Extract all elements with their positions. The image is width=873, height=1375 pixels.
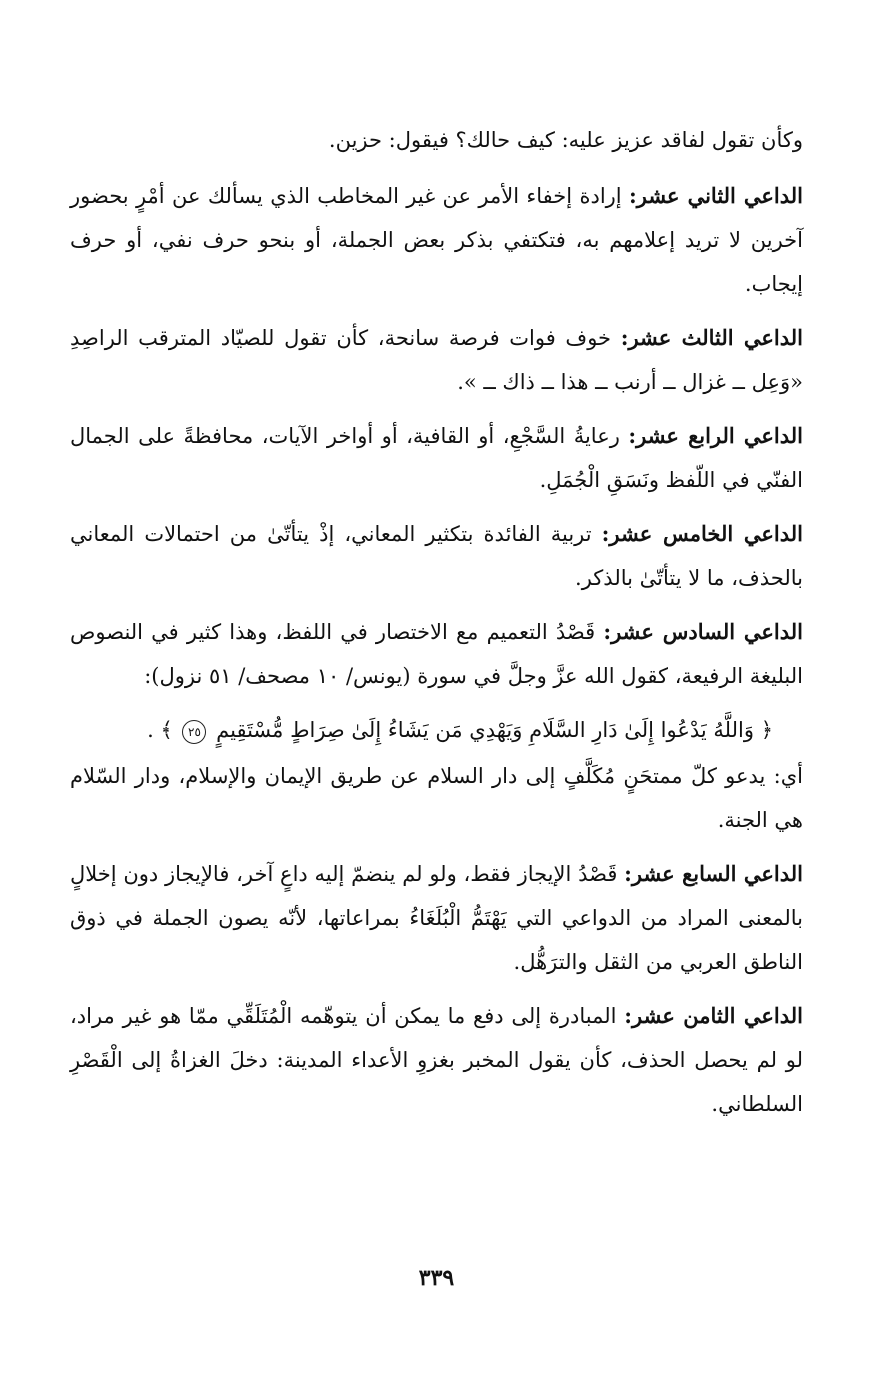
verse-open-bracket: ﴿ [760,718,773,742]
ayah-number-marker: ٢٥ [182,720,206,744]
paragraph-motive-13 [70,316,803,404]
paragraph-intro [70,118,803,162]
verse-text: وَاللَّهُ يَدْعُوا إِلَىٰ دَارِ السَّلَامِ وَيَهْدِي مَن يَشَاءُ إِلَىٰ صِرَاطٍ مُّسْتَقِيمٍ [216,718,754,742]
paragraph-motive-18 [70,994,803,1126]
paragraph-motive-15 [70,512,803,600]
paragraph-motive-14 [70,414,803,502]
paragraph-motive-16 [70,610,803,698]
paragraph-body: إرادة إخفاء الأمر عن غير المخاطب الذي يسألك عن أمْرٍ بحضور آخرين لا تريد إعلامهم به، فتكتفي بذكر بعض الجملة، أو بنحو حرف نفي، أو حرف إيجاب. [70,184,803,296]
paragraph-motive-17 [70,852,803,984]
motive-heading: الداعي السابع عشر: [624,861,803,886]
paragraph-body: رعايةُ السَّجْعِ، أو القافية، أو أواخر الآيات، محافظةً على الجمال الفنّي في اللّفظ ونَسَقِ الْجُمَلِ. [70,424,803,492]
quran-verse [70,708,803,752]
paragraph-verse-explanation [70,754,803,842]
motive-heading: الداعي الرابع عشر: [628,423,803,448]
motive-heading: الداعي الخامس عشر: [601,521,804,546]
motive-heading: الداعي الثالث عشر: [620,325,803,350]
motive-heading: الداعي الثاني عشر: [628,183,803,208]
paragraph-body: وكأن تقول لفاقد عزيز عليه: كيف حالك؟ فيقول: حزين. [328,128,803,152]
paragraph-body: تربية الفائدة بتكثير المعاني، إذْ يتأتّىٰ من احتمالات المعاني بالحذف، ما لا يتأتّىٰ بالذكر. [70,522,803,590]
motive-heading: الداعي الثامن عشر: [624,1003,803,1028]
paragraph-body: قَصْدُ التعميم مع الاختصار في اللفظ، وهذا كثير في النصوص البليغة الرفيعة، كقول الله عزَّ وجلَّ في سورة (يونس/ ١٠ مصحف/ ٥١ نزول): [70,620,803,688]
motive-heading: الداعي السادس عشر: [603,619,804,644]
paragraph-body: قَصْدُ الإيجاز فقط، ولو لم ينضمّ إليه داعٍ آخر، فالإيجاز دون إخلالٍ بالمعنى المراد من الدواعي التي يَهْتَمُّ الْبُلَغَاءُ بمراعاتها، لأنّه يصون الجملة في ذوق الناطق العربي من الثقل والترَهُّل. [70,862,803,974]
paragraph-motive-12 [70,174,803,306]
paragraph-body: أي: يدعو كلّ ممتحَنٍ مُكَلَّفٍ إلى دار السلام عن طريق الإيمان والإسلام، ودار السّلام هي الجنة. [70,764,803,832]
paragraph-body: المبادرة إلى دفع ما يمكن أن يتوهّمه الْمُتَلَقِّي ممّا هو غير مراد، لو لم يحصل الحذف، كأن يقول المخبر بغزوِ الأعداء المدينة: دخلَ الغزاةُ إلى الْقَصْرِ السلطاني. [70,1004,803,1116]
verse-close-bracket: ﴾ [160,718,173,742]
verse-end-mark: . [147,718,154,742]
page-number: ٣٣٩ [418,1265,455,1291]
paragraph-body: خوف فوات فرصة سانحة، كأن تقول للصيّاد المترقب الراصِدِ «وَعِل ــ غزال ــ أرنب ــ هذا ــ ذاك ــ ». [70,326,803,394]
